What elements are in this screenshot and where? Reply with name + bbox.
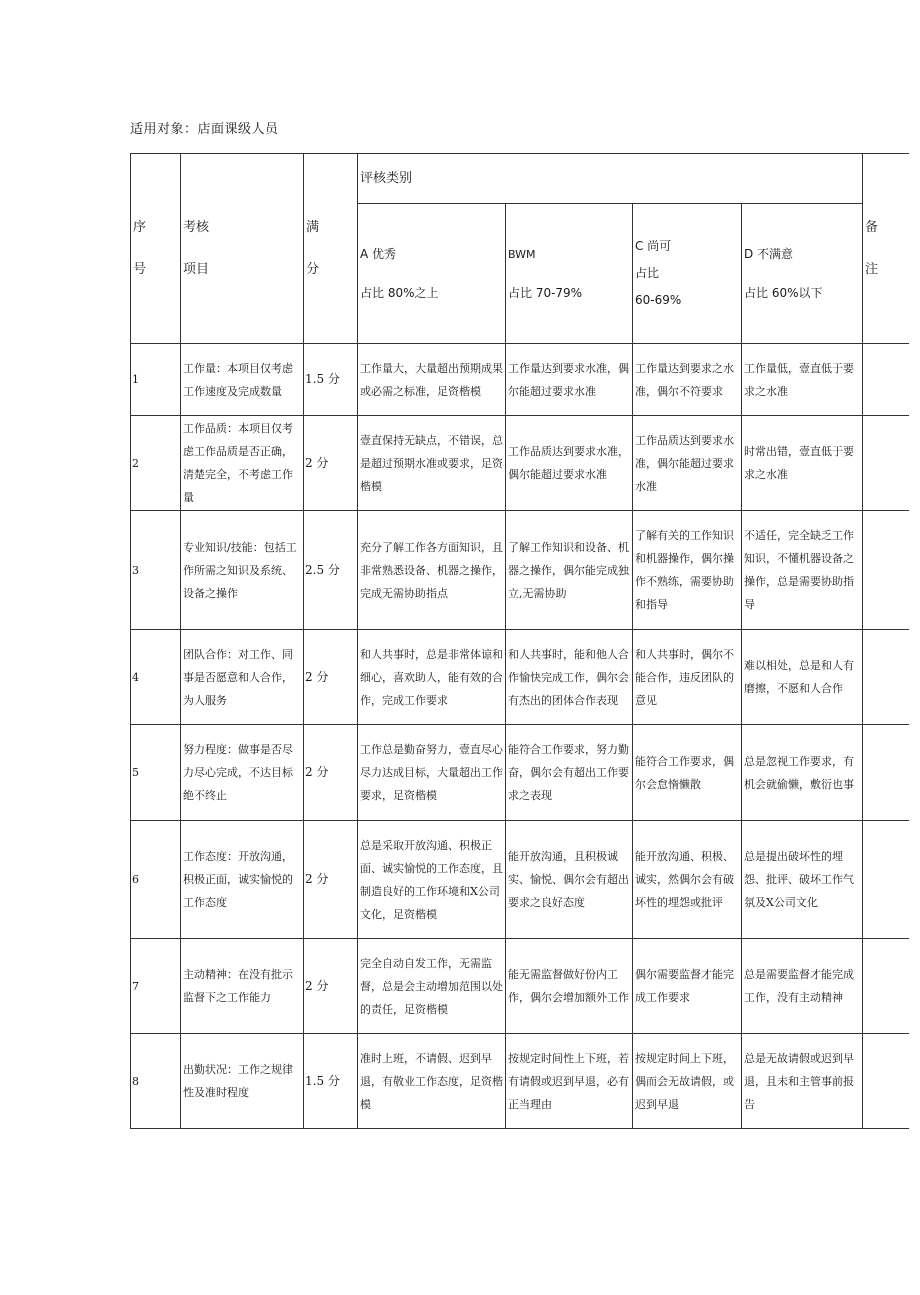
row-grade-d: 总是需要监督才能完成工作，没有主动精神 bbox=[742, 939, 863, 1034]
table-row bbox=[131, 511, 909, 630]
row-grade-a: 准时上班，不请假、迟到早退，有敬业工作态度，足资楷模 bbox=[358, 1034, 506, 1129]
grade-a-header: A 优秀 占比 80%之上 bbox=[358, 204, 506, 344]
row-grade-a: 壹直保持无缺点，不错误，总是超过预期水准或要求，足资楷模 bbox=[358, 416, 506, 511]
row-grade-b: 工作品质达到要求水准，偶尔能超过要求水准 bbox=[506, 416, 633, 511]
row-grade-c: 偶尔需要监督才能完成工作要求 bbox=[633, 939, 742, 1034]
row-item: 专业知识/技能：包括工作所需之知识及系统、设备之操作 bbox=[181, 511, 304, 630]
row-grade-b: 了解工作知识和设备、机器之操作，偶尔能完成独立,无需协助 bbox=[506, 511, 633, 630]
row-grade-b: 能无需监督做好份内工作，偶尔会增加额外工作 bbox=[506, 939, 633, 1034]
row-score: 2.5 分 bbox=[304, 511, 358, 630]
row-item: 工作量：本项目仅考虑工作速度及完成数量 bbox=[181, 344, 304, 416]
row-seq: 2 bbox=[131, 416, 181, 511]
row-grade-a: 充分了解工作各方面知识，且非常熟悉设备、机器之操作，完成无需协助指点 bbox=[358, 511, 506, 630]
row-grade-c: 了解有关的工作知识和机器操作，偶尔操作不熟练，需要协助和指导 bbox=[633, 511, 742, 630]
row-grade-d: 总是忽视工作要求，有机会就偷懒，敷衍也事 bbox=[742, 725, 863, 821]
row-score: 2 分 bbox=[304, 630, 358, 725]
row-grade-b: 能开放沟通，且积极诚实、愉悦、偶尔会有超出要求之良好态度 bbox=[506, 821, 633, 939]
row-score: 1.5 分 bbox=[304, 1034, 358, 1129]
row-remark bbox=[863, 630, 909, 725]
row-grade-d: 不适任，完全缺乏工作知识，不懂机器设备之操作，总是需要协助指导 bbox=[742, 511, 863, 630]
row-seq: 1 bbox=[131, 344, 181, 416]
row-grade-c: 能符合工作要求，偶尔会怠惰懒散 bbox=[633, 725, 742, 821]
row-score: 2 分 bbox=[304, 725, 358, 821]
row-remark bbox=[863, 939, 909, 1034]
grade-b-header: BWM 占比 70-79% bbox=[506, 204, 633, 344]
applicable-target-title: 适用对象：店面课级人员 bbox=[130, 122, 279, 137]
row-grade-a: 完全自动自发工作，无需监督，总是会主动增加范围以处的责任，足资楷模 bbox=[358, 939, 506, 1034]
row-score: 2 分 bbox=[304, 939, 358, 1034]
row-remark bbox=[863, 511, 909, 630]
row-seq: 8 bbox=[131, 1034, 181, 1129]
row-item: 团队合作：对工作、同事是否愿意和人合作，为人服务 bbox=[181, 630, 304, 725]
header-item: 考核 项目 bbox=[181, 154, 304, 344]
row-grade-d: 总是无故请假或迟到早退，且未和主管事前报告 bbox=[742, 1034, 863, 1129]
row-grade-a: 和人共事时，总是非常体谅和细心，喜欢助人，能有效的合作，完成工作要求 bbox=[358, 630, 506, 725]
row-score: 2 分 bbox=[304, 821, 358, 939]
row-remark bbox=[863, 1034, 909, 1129]
row-grade-b: 按规定时间性上下班，若有请假或迟到早退，必有正当理由 bbox=[506, 1034, 633, 1129]
row-grade-c: 按规定时间上下班，偶而会无故请假，或迟到早退 bbox=[633, 1034, 742, 1129]
table-row bbox=[131, 344, 909, 416]
row-item: 工作品质：本项目仅考虑工作品质是否正确，清楚完全，不考虑工作量 bbox=[181, 416, 304, 511]
table-row bbox=[131, 821, 909, 939]
row-item: 主动精神：在没有批示监督下之工作能力 bbox=[181, 939, 304, 1034]
grade-d-header: D 不满意 占比 60%以下 bbox=[742, 204, 863, 344]
row-item: 工作态度：开放沟通，积极正面，诚实愉悦的工作态度 bbox=[181, 821, 304, 939]
row-grade-c: 能开放沟通、积极、诚实，然偶尔会有破坏性的埋怨或批评 bbox=[633, 821, 742, 939]
row-grade-a: 总是采取开放沟通、积极正面、诚实愉悦的工作态度，且制造良好的工作环境和X公司文化，足资楷模 bbox=[358, 821, 506, 939]
grade-c-header: C 尚可 占比 60-69% bbox=[633, 204, 742, 344]
row-remark bbox=[863, 725, 909, 821]
row-grade-d: 工作量低，壹直低于要求之水准 bbox=[742, 344, 863, 416]
row-grade-a: 工作量大，大量超出预期成果或必需之标准，足资楷模 bbox=[358, 344, 506, 416]
row-grade-b: 能符合工作要求，努力勤奋，偶尔会有超出工作要求之表现 bbox=[506, 725, 633, 821]
row-grade-a: 工作总是勤奋努力，壹直尽心尽力达成目标，大量超出工作要求，足资楷模 bbox=[358, 725, 506, 821]
table-row bbox=[131, 416, 909, 511]
row-remark bbox=[863, 344, 909, 416]
header-full-score: 满 分 bbox=[304, 154, 358, 344]
row-seq: 4 bbox=[131, 630, 181, 725]
table-row bbox=[131, 1034, 909, 1129]
row-seq: 3 bbox=[131, 511, 181, 630]
row-remark bbox=[863, 821, 909, 939]
header-seq: 序 号 bbox=[131, 154, 181, 344]
evaluation-table bbox=[130, 153, 909, 1129]
row-seq: 6 bbox=[131, 821, 181, 939]
row-grade-c: 工作品质达到要求水准，偶尔能超过要求水准 bbox=[633, 416, 742, 511]
table-row bbox=[131, 630, 909, 725]
row-seq: 7 bbox=[131, 939, 181, 1034]
row-score: 2 分 bbox=[304, 416, 358, 511]
row-seq: 5 bbox=[131, 725, 181, 821]
row-item: 出勤状况：工作之规律性及准时程度 bbox=[181, 1034, 304, 1129]
table-row bbox=[131, 725, 909, 821]
row-grade-d: 难以相处，总是和人有磨擦，不愿和人合作 bbox=[742, 630, 863, 725]
row-grade-c: 工作量达到要求之水准，偶尔不符要求 bbox=[633, 344, 742, 416]
row-grade-c: 和人共事时，偶尔不能合作，违反团队的意见 bbox=[633, 630, 742, 725]
header-category: 评核类别 bbox=[358, 154, 863, 204]
row-grade-b: 工作量达到要求水准，偶尔能超过要求水准 bbox=[506, 344, 633, 416]
row-grade-d: 时常出错，壹直低于要求之水准 bbox=[742, 416, 863, 511]
row-item: 努力程度：做事是否尽力尽心完成，不达目标绝不终止 bbox=[181, 725, 304, 821]
header-row-category bbox=[131, 154, 909, 204]
row-remark bbox=[863, 416, 909, 511]
table-row bbox=[131, 939, 909, 1034]
header-remark: 备 注 bbox=[863, 154, 909, 344]
row-grade-d: 总是提出破坏性的埋怨、批评、破坏工作气氛及X公司文化 bbox=[742, 821, 863, 939]
row-score: 1.5 分 bbox=[304, 344, 358, 416]
row-grade-b: 和人共事时，能和他人合作愉快完成工作，偶尔会有杰出的团体合作表现 bbox=[506, 630, 633, 725]
